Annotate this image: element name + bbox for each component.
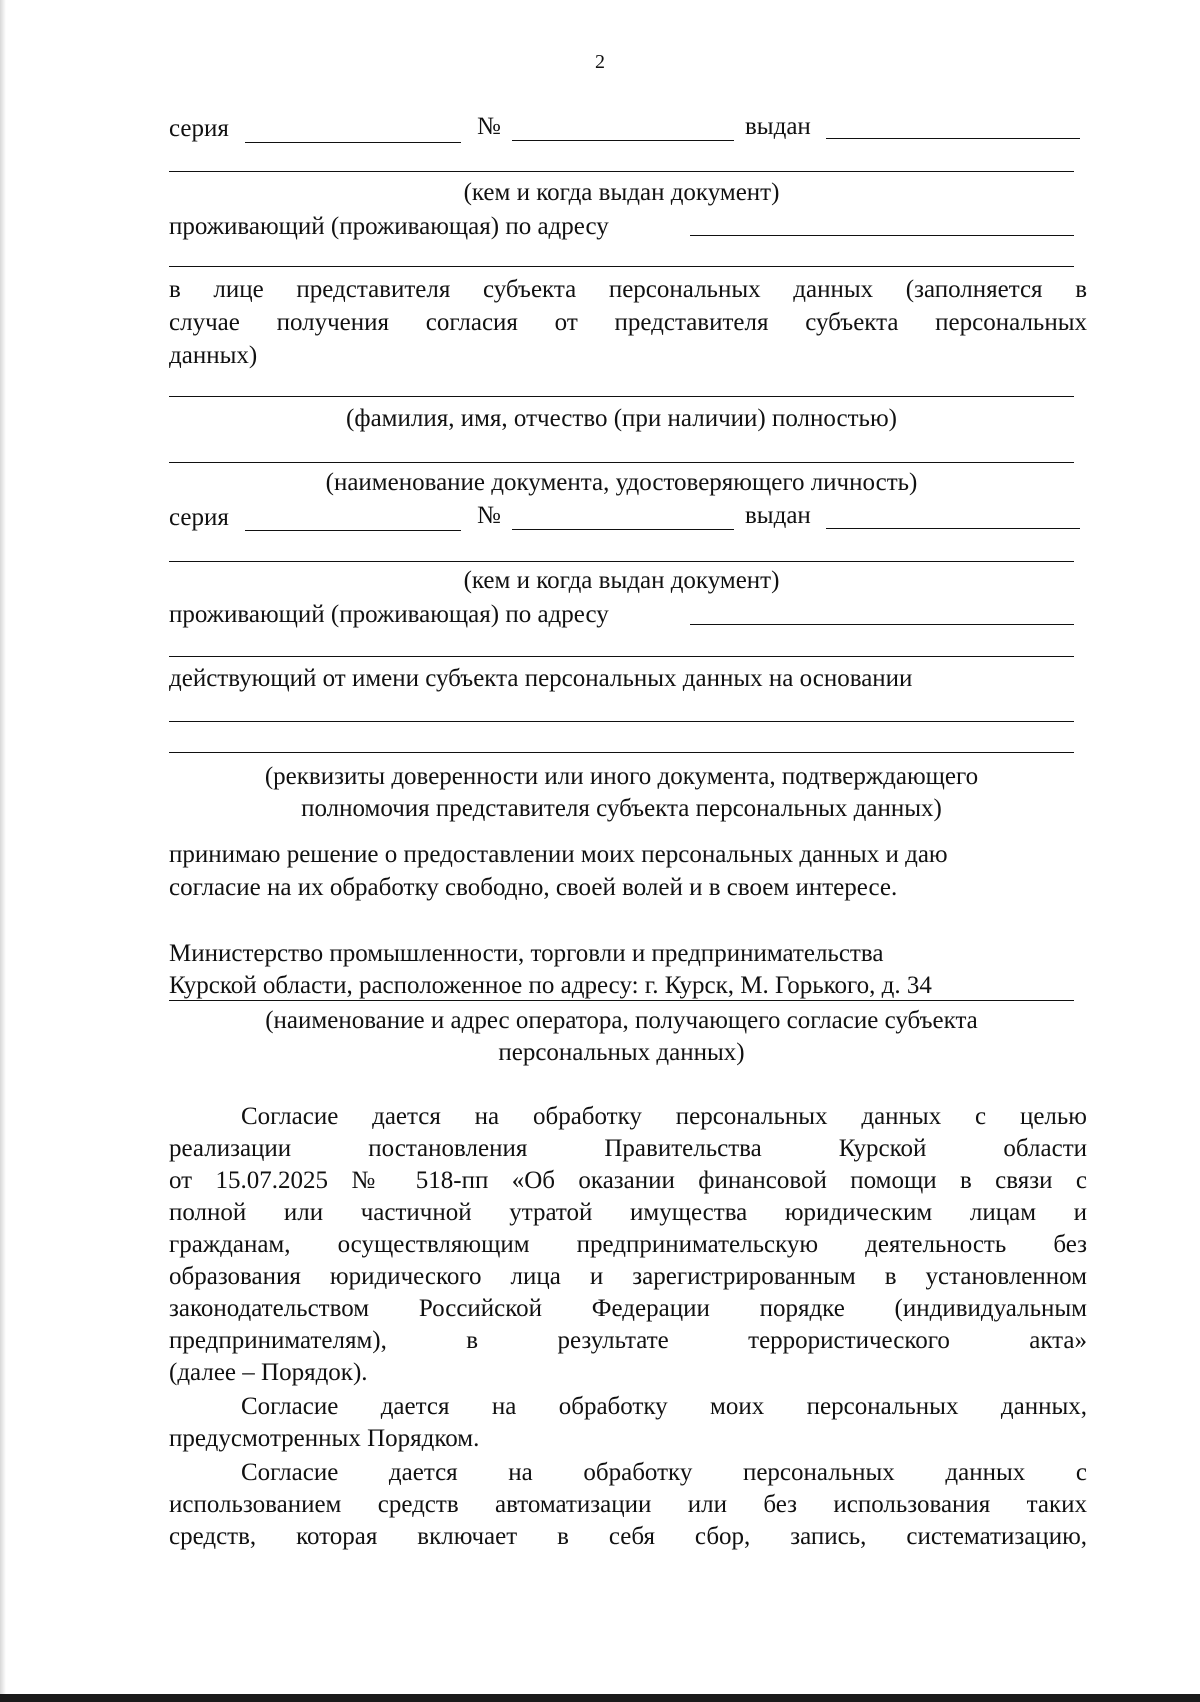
series-label-2: серия xyxy=(169,504,229,531)
consent-p1-line-8: предпринимателям), в результате террористического акта» xyxy=(169,1327,1087,1354)
scan-bottom-edge xyxy=(0,1694,1200,1702)
caption-id-document: (наименование документа, удостоверяющего личность) xyxy=(325,469,918,496)
operator-line-2: Курской области, расположенное по адресу: г. Курск, М. Горького, д. 34 xyxy=(169,972,932,999)
consent-p1-line-3: от 15.07.2025 № 518-пп «Об оказании финансовой помощи в связи с xyxy=(169,1167,1087,1194)
address-field-2a[interactable] xyxy=(690,624,1074,625)
caption-authority-line-2: полномочия представителя субъекта персональных данных) xyxy=(301,795,942,822)
consent-p2-line-2: предусмотренных Порядком. xyxy=(169,1425,480,1452)
caption-issued-by-1: (кем и когда выдан документ) xyxy=(463,179,780,206)
representative-text-line-1: в лице представителя субъекта персональных данных (заполняется в xyxy=(169,276,1087,303)
issued-field-1[interactable] xyxy=(826,138,1080,139)
representative-text-line-2: случае получения согласия от представителя субъекта персональных xyxy=(169,309,1087,336)
operator-field xyxy=(169,1000,1074,1001)
authority-field-1[interactable] xyxy=(169,721,1074,722)
authority-field-2[interactable] xyxy=(169,752,1074,753)
number-label-1: № xyxy=(477,113,501,140)
address-label-1: проживающий (проживающая) по адресу xyxy=(169,213,609,240)
consent-p2-line-1: Согласие дается на обработку моих персональных данных, xyxy=(241,1393,1087,1420)
decision-line-1: принимаю решение о предоставлении моих персональных данных и даю xyxy=(169,841,948,868)
address-field-2b[interactable] xyxy=(169,656,1074,657)
number-field-1[interactable] xyxy=(512,140,734,141)
issued-by-field-1[interactable] xyxy=(169,171,1074,172)
address-field-1a[interactable] xyxy=(690,235,1074,236)
issued-label-1: выдан xyxy=(745,113,811,140)
caption-operator-line-2: персональных данных) xyxy=(498,1039,745,1066)
decision-line-2: согласие на их обработку свободно, своей волей и в своем интересе. xyxy=(169,874,898,901)
consent-p1-line-4: полной или частичной утратой имущества юридическим лицам и xyxy=(169,1199,1087,1226)
caption-full-name: (фамилия, имя, отчество (при наличии) полностью) xyxy=(346,405,897,432)
caption-operator-line-1: (наименование и адрес оператора, получающего согласие субъекта xyxy=(265,1007,978,1034)
series-field-2[interactable] xyxy=(245,530,461,531)
consent-p1-line-7: законодательством Российской Федерации порядке (индивидуальным xyxy=(169,1295,1087,1322)
series-label-1: серия xyxy=(169,115,229,142)
address-field-1b[interactable] xyxy=(169,266,1074,267)
consent-p1-line-9: (далее – Порядок). xyxy=(169,1359,368,1386)
series-field-1[interactable] xyxy=(245,142,461,143)
number-label-2: № xyxy=(477,502,501,529)
consent-p3-line-2: использованием средств автоматизации или без использования таких xyxy=(169,1491,1087,1518)
caption-authority-line-1: (реквизиты доверенности или иного документа, подтверждающего xyxy=(264,763,979,790)
consent-p1-line-2: реализации постановления Правительства Курской области xyxy=(169,1135,1087,1162)
address-label-2: проживающий (проживающая) по адресу xyxy=(169,601,609,628)
page-number: 2 xyxy=(595,51,605,73)
consent-p1-line-1: Согласие дается на обработку персональных данных с целью xyxy=(241,1103,1087,1130)
scan-left-edge xyxy=(0,0,6,1702)
operator-line-1: Министерство промышленности, торговли и предпринимательства xyxy=(169,940,884,967)
issued-field-2[interactable] xyxy=(826,528,1080,529)
consent-p1-line-5: гражданам, осуществляющим предпринимательскую деятельность без xyxy=(169,1231,1087,1258)
consent-p3-line-3: средств, которая включает в себя сбор, запись, систематизацию, xyxy=(169,1523,1087,1550)
full-name-field[interactable] xyxy=(169,396,1074,397)
caption-issued-by-2: (кем и когда выдан документ) xyxy=(463,567,780,594)
acting-on-behalf-label: действующий от имени субъекта персональных данных на основании xyxy=(169,665,913,692)
id-document-field[interactable] xyxy=(169,462,1074,463)
consent-p1-line-6: образования юридического лица и зарегистрированным в установленном xyxy=(169,1263,1087,1290)
issued-label-2: выдан xyxy=(745,502,811,529)
number-field-2[interactable] xyxy=(512,529,734,530)
consent-p3-line-1: Согласие дается на обработку персональных данных с xyxy=(241,1459,1087,1486)
representative-text-line-3: данных) xyxy=(169,342,258,369)
issued-by-field-2[interactable] xyxy=(169,561,1074,562)
